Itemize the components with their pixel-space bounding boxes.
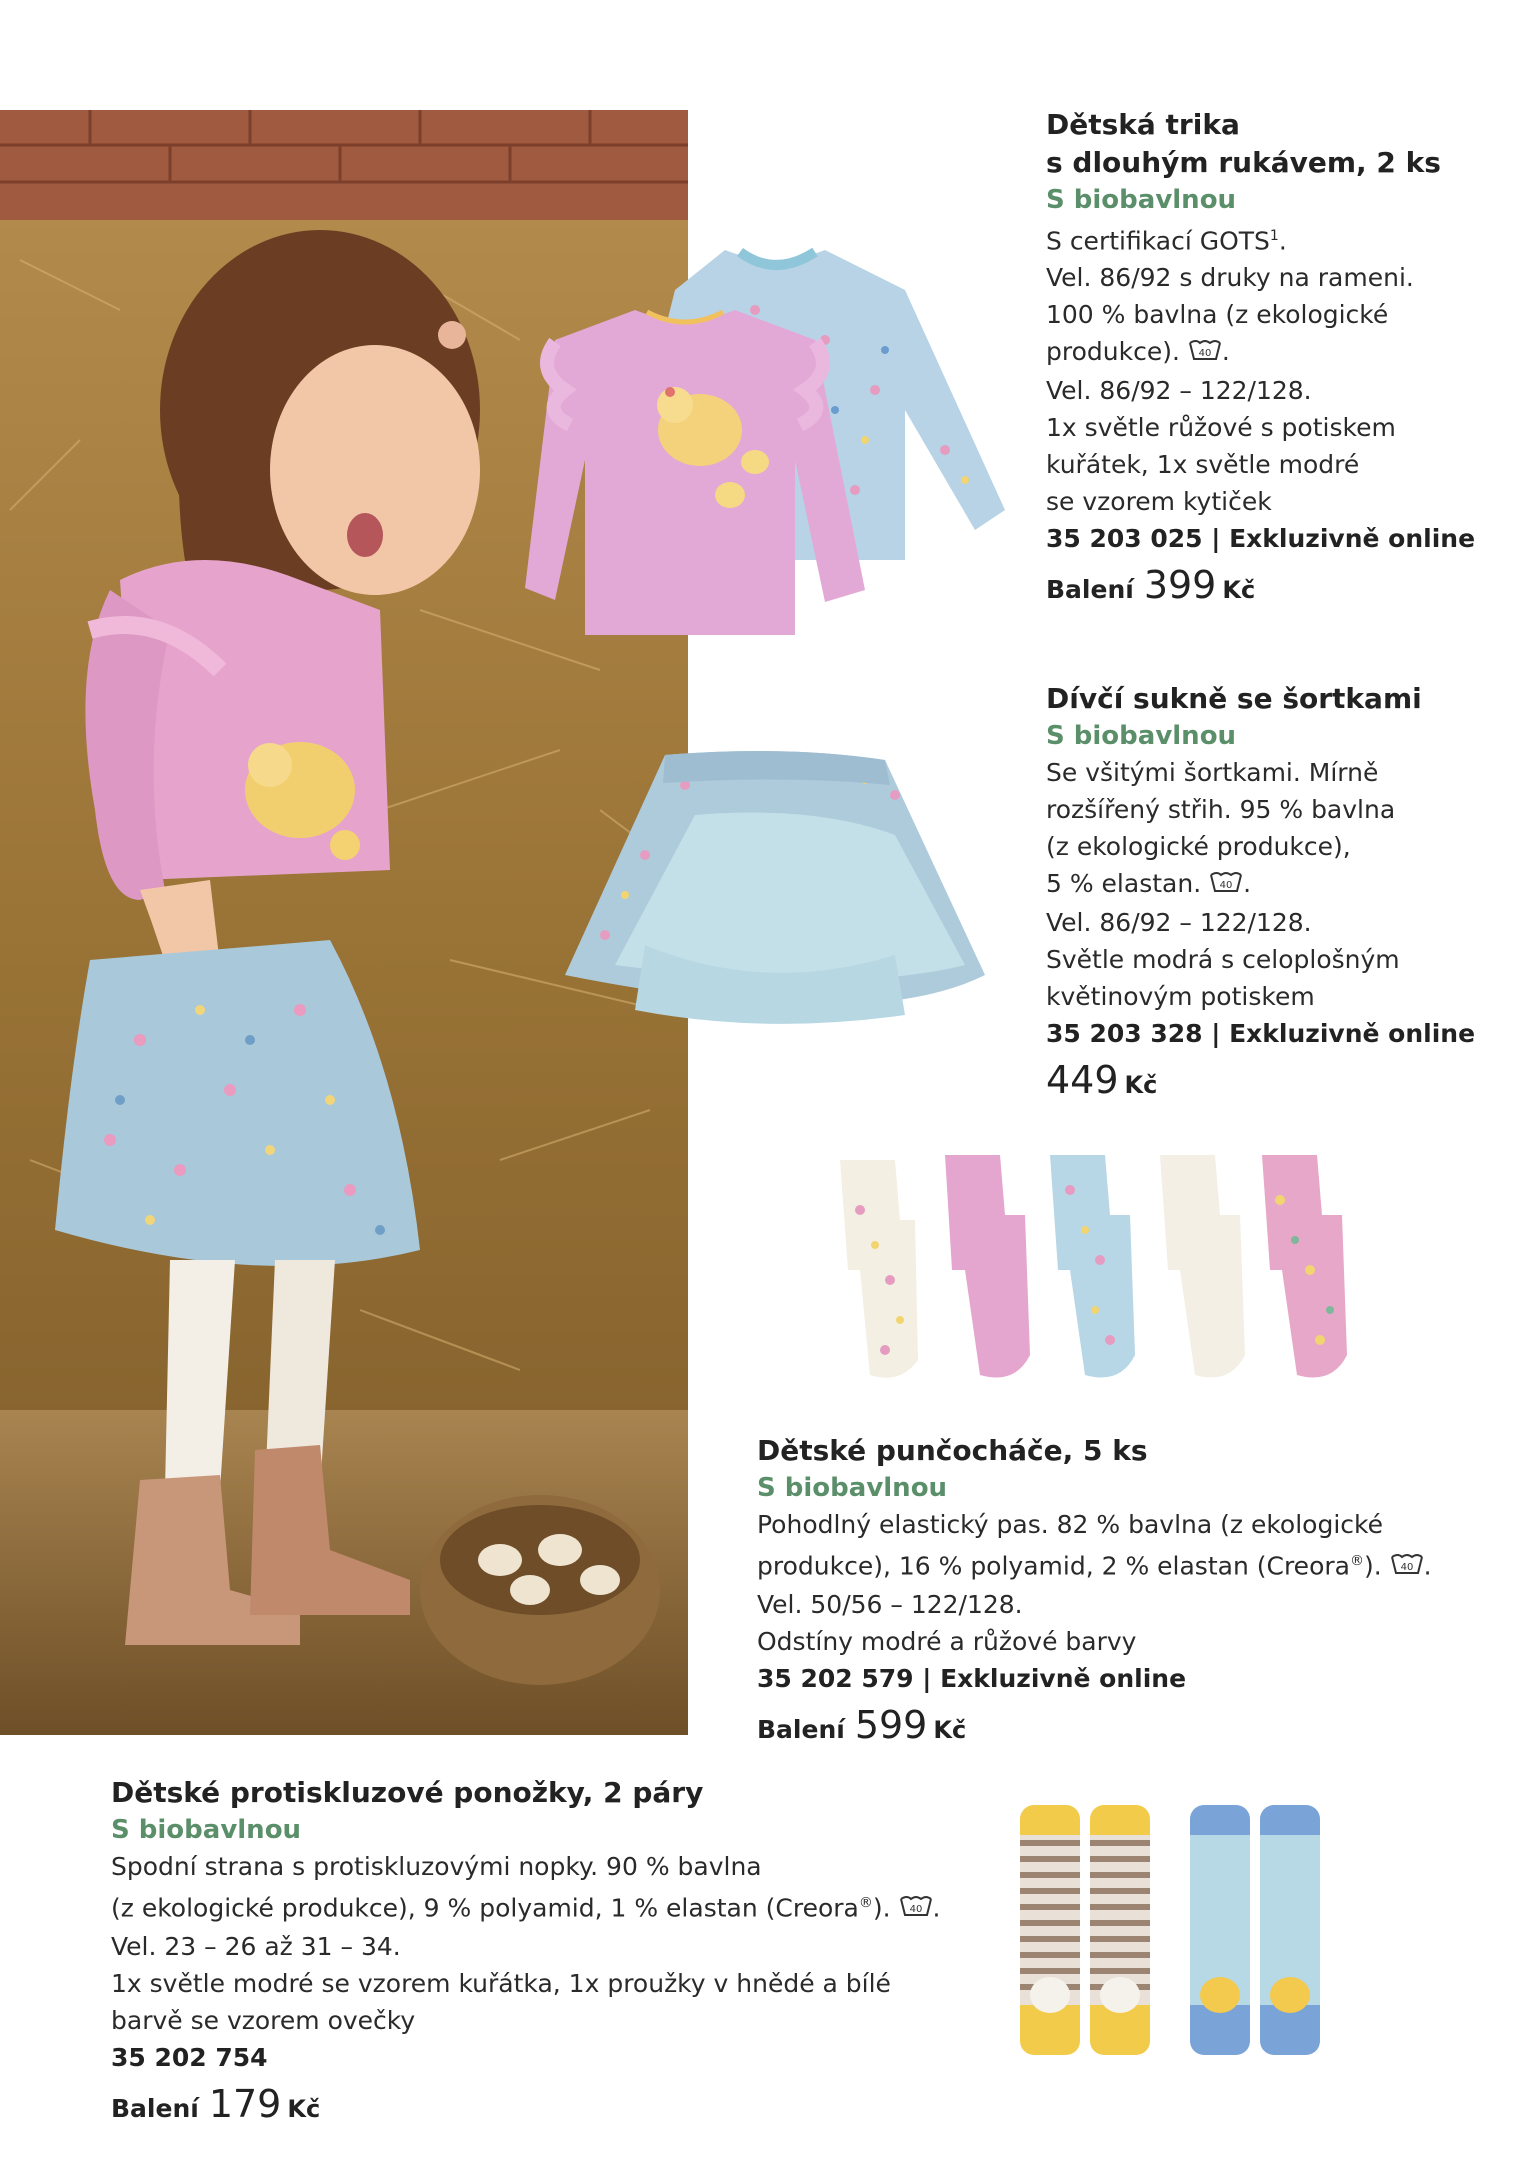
product-code: 35 202 579 | Exkluzivně online <box>757 1663 1187 1693</box>
product-tights <box>757 1432 1517 1750</box>
price: Balení 179 Kč <box>111 2081 321 2126</box>
product-title: Dětské protiskluzové ponožky, 2 páry <box>111 1776 704 1809</box>
shirts-product-image <box>525 230 1015 650</box>
product-desc: S certifikací GOTS$^1$. Vel. 86/92 s druky na rameni. 100 % bavlna (z ekologické produkce). 40 . Vel. 86/92 – 122/128. 1x světle růžové s potiskem kuřátek, 1x světle modré se vzorem kytiček <box>1046 226 1414 516</box>
product-shirts <box>1046 106 1526 610</box>
product-code: 35 203 328 | Exkluzivně online <box>1046 1018 1476 1048</box>
bio-tag: S biobavlnou <box>111 1815 302 1845</box>
socks-product-image <box>1015 1800 1335 2065</box>
product-title: Dívčí sukně se šortkami <box>1046 682 1422 715</box>
product-desc: Se všitými šortkami. Mírně rozšířený střih. 95 % bavlna (z ekologické produkce), 5 % elastan. 40 . Vel. 86/92 – 122/128. Světle modrá s celoplošným květinovým potiskem <box>1046 758 1400 1011</box>
price: Balení 399 Kč <box>1046 562 1256 607</box>
tights-product-image <box>830 1150 1350 1395</box>
product-skirt <box>1046 680 1526 1105</box>
product-code: 35 202 754 <box>111 2042 268 2072</box>
product-title: Dětská trika <box>1046 108 1240 141</box>
svg-text:40: 40 <box>1400 1561 1413 1573</box>
product-socks <box>111 1774 971 2129</box>
skirt-product-image <box>565 745 985 1040</box>
product-desc: Pohodlný elastický pas. 82 % bavlna (z ekologické produkce), 16 % polyamid, 2 % elastan (Creora®). 40 . Vel. 50/56 – 122/128. Odstíny modré a růžové barvy <box>757 1510 1432 1656</box>
product-code: 35 203 025 | Exkluzivně online <box>1046 523 1476 553</box>
price: 449 Kč <box>1046 1057 1158 1102</box>
wash-40-icon <box>1188 335 1222 372</box>
product-title: Dětské punčocháče, 5 ks <box>757 1434 1148 1467</box>
bio-tag: S biobavlnou <box>1046 185 1237 215</box>
wash-40-icon <box>1390 1549 1424 1586</box>
product-title-line2: s dlouhým rukávem, 2 ks <box>1046 146 1441 179</box>
wash-40-icon <box>899 1891 933 1928</box>
svg-text:40: 40 <box>1198 347 1212 359</box>
product-desc: Spodní strana s protiskluzovými nopky. 90 % bavlna (z ekologické produkce), 9 % polyamid, 1 % elastan (Creora®). 40 . Vel. 23 – 26 až 31 – 34. 1x světle modré se vzorem kuřátka, 1x proužky v hnědé a bílé barvě se vzorem ovečky <box>111 1852 941 2035</box>
bio-tag: S biobavlnou <box>757 1473 948 1503</box>
wash-40-icon <box>1209 867 1243 904</box>
bio-tag: S biobavlnou <box>1046 721 1237 751</box>
svg-text:40: 40 <box>1219 879 1233 891</box>
price: Balení 599 Kč <box>757 1702 967 1747</box>
svg-text:40: 40 <box>909 1903 922 1915</box>
